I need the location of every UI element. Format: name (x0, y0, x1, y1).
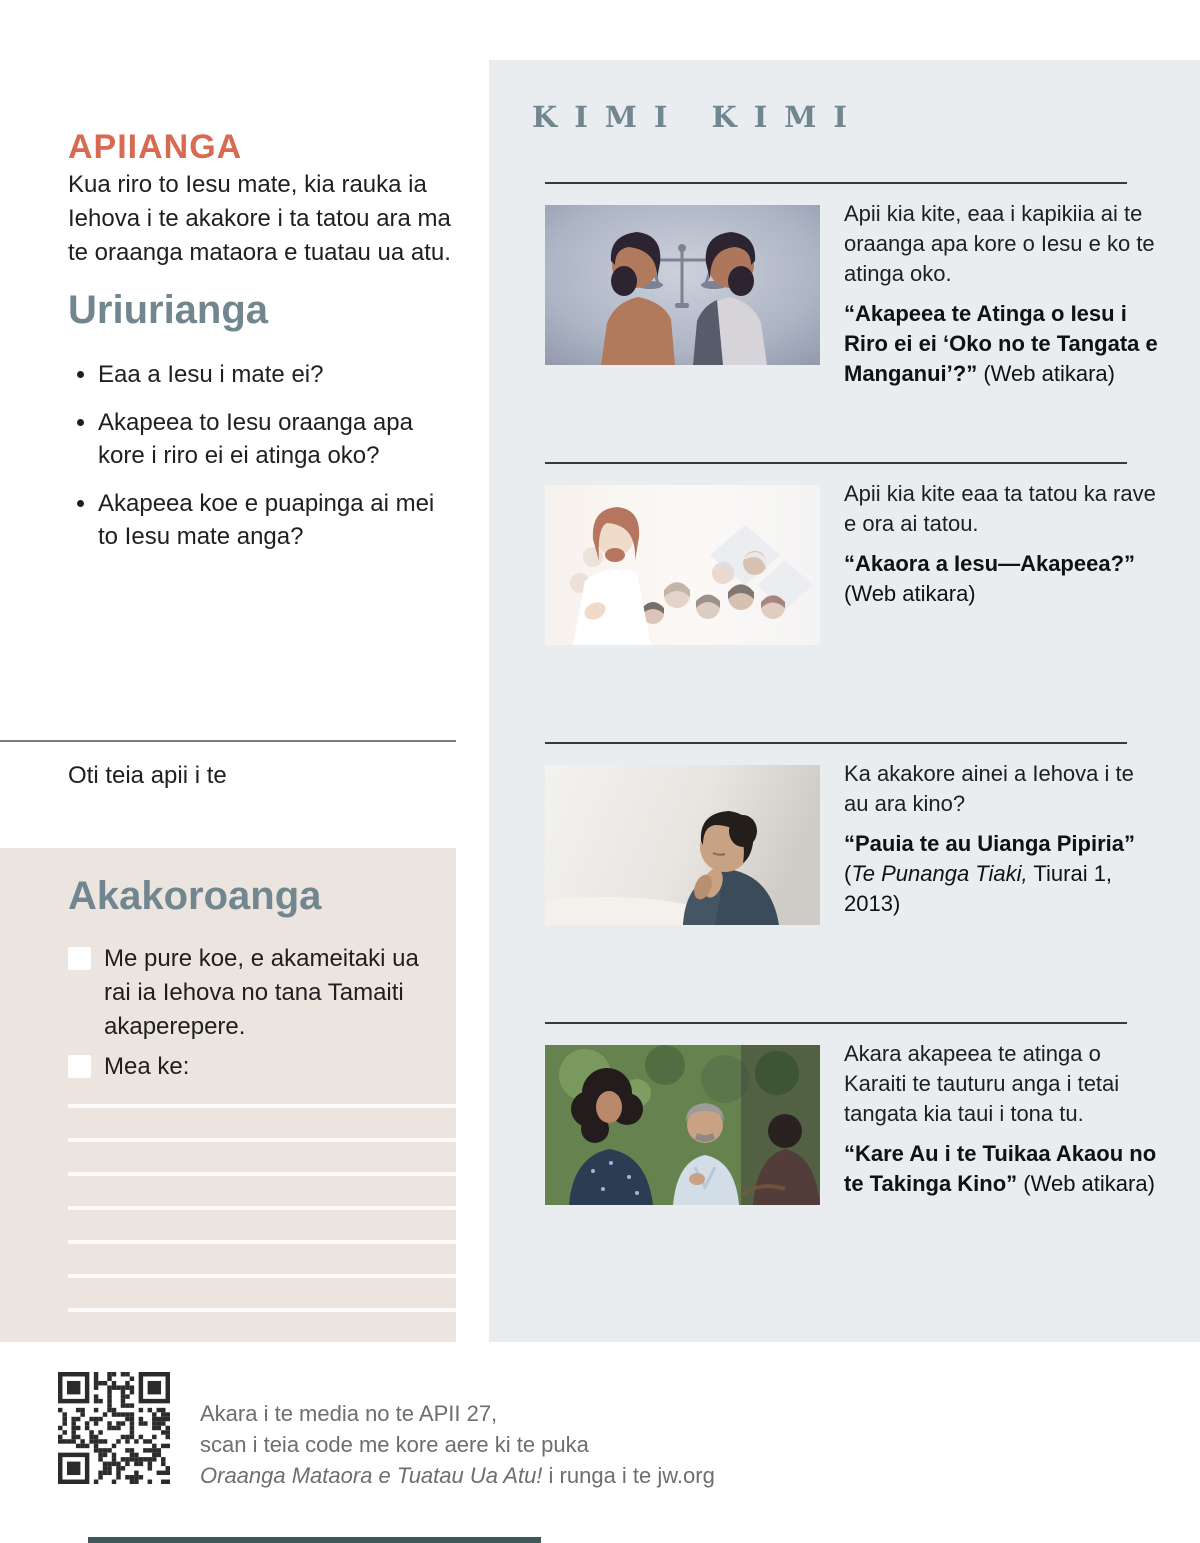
qr-caption-line: Akara i te media no te APII 27, (200, 1401, 498, 1426)
qr-caption-line: scan i teia code me kore aere ki te puka (200, 1432, 589, 1457)
checkbox-icon[interactable] (68, 1055, 91, 1078)
writing-line[interactable] (68, 1308, 456, 1312)
uriurianga-heading: Uriurianga (68, 288, 269, 332)
ransom-scales-illustration (545, 205, 820, 365)
research-item-reference: “Akapeea te Atinga o Iesu i Riro ei ei ‘Oko no te Tangata e Manganui’?” (Web atikara) (844, 301, 1158, 386)
akakoroanga-heading: Akakoroanga (68, 874, 322, 918)
group-conversation-illustration (545, 1045, 820, 1205)
section-divider (545, 462, 1127, 464)
praying-man-illustration (545, 765, 820, 925)
research-item (545, 481, 1185, 645)
section-divider (545, 1022, 1127, 1024)
goals-notes-box (0, 848, 456, 1342)
research-item (545, 761, 1185, 925)
writing-line[interactable] (68, 1240, 456, 1244)
writing-line[interactable] (68, 1172, 456, 1176)
section-divider (545, 182, 1127, 184)
discussion-question: • Akapeea koe e puapinga ai mei to Iesu mate anga? (98, 487, 458, 553)
writing-line[interactable] (68, 1104, 456, 1108)
discussion-question: • Akapeea to Iesu oraanga apa kore i riro ei ei atinga oko? (98, 406, 458, 472)
qr-footer (58, 1372, 715, 1491)
research-item-lead: Apii kia kite, eaa i kapikiia ai te oraanga apa kore o Iesu e ko te atinga oko. (844, 201, 1155, 286)
research-item-reference: “Kare Au i te Tuikaa Akaou no te Takinga Kino” (Web atikara) (844, 1141, 1157, 1196)
section-divider (545, 742, 1127, 744)
goal-item-label: Mea ke: (104, 1053, 190, 1080)
writing-line[interactable] (68, 1274, 456, 1278)
kimi-kimi-panel (489, 60, 1200, 1342)
discussion-question-list (72, 358, 458, 568)
kimi-kimi-heading: KIMI KIMI (532, 100, 864, 134)
research-item-reference: “Pauia te au Uianga Pipiria” (Te Punanga Tiaki, Tiurai 1, 2013) (844, 831, 1135, 916)
qr-caption-line: Oraanga Mataora e Tuatau Ua Atu! i runga i te jw.org (200, 1463, 715, 1488)
research-item-lead: Ka akakore ainei a Iehova i te au ara kino? (844, 761, 1134, 816)
research-item-lead: Apii kia kite eaa ta tatou ka rave e ora ai tatou. (844, 481, 1156, 536)
research-item-reference: “Akaora a Iesu—Akapeea?” (Web atikara) (844, 551, 1136, 606)
lesson-completed-note: Oti teia apii i te (68, 762, 227, 789)
research-item (545, 1041, 1185, 1205)
research-item (545, 201, 1185, 389)
goal-item (68, 942, 434, 1044)
goal-item-label: Me pure koe, e akameitaki ua rai ia Iehova no tana Tamaiti akaperepere. (104, 945, 419, 1040)
discussion-question: • Eaa a Iesu i mate ei? (98, 358, 458, 391)
writing-line[interactable] (68, 1206, 456, 1210)
left-column-divider (0, 740, 456, 742)
goal-item (68, 1050, 434, 1084)
writing-line[interactable] (68, 1138, 456, 1142)
checkbox-icon[interactable] (68, 947, 91, 970)
apiianga-heading: APIIANGA (68, 127, 243, 166)
qr-code-icon[interactable] (58, 1372, 170, 1484)
jesus-crowd-illustration (545, 485, 820, 645)
qr-caption (200, 1398, 715, 1491)
apiianga-summary: Kua riro to Iesu mate, kia rauka ia Iehova i te akakore i ta tatou ara ma te oraanga mataora e tuatau ua atu. (68, 171, 451, 266)
research-item-lead: Akara akapeea te atinga o Karaiti te tauturu anga i tetai tangata kia taui i tona tu. (844, 1041, 1120, 1126)
page-edge-tab (88, 1537, 541, 1543)
